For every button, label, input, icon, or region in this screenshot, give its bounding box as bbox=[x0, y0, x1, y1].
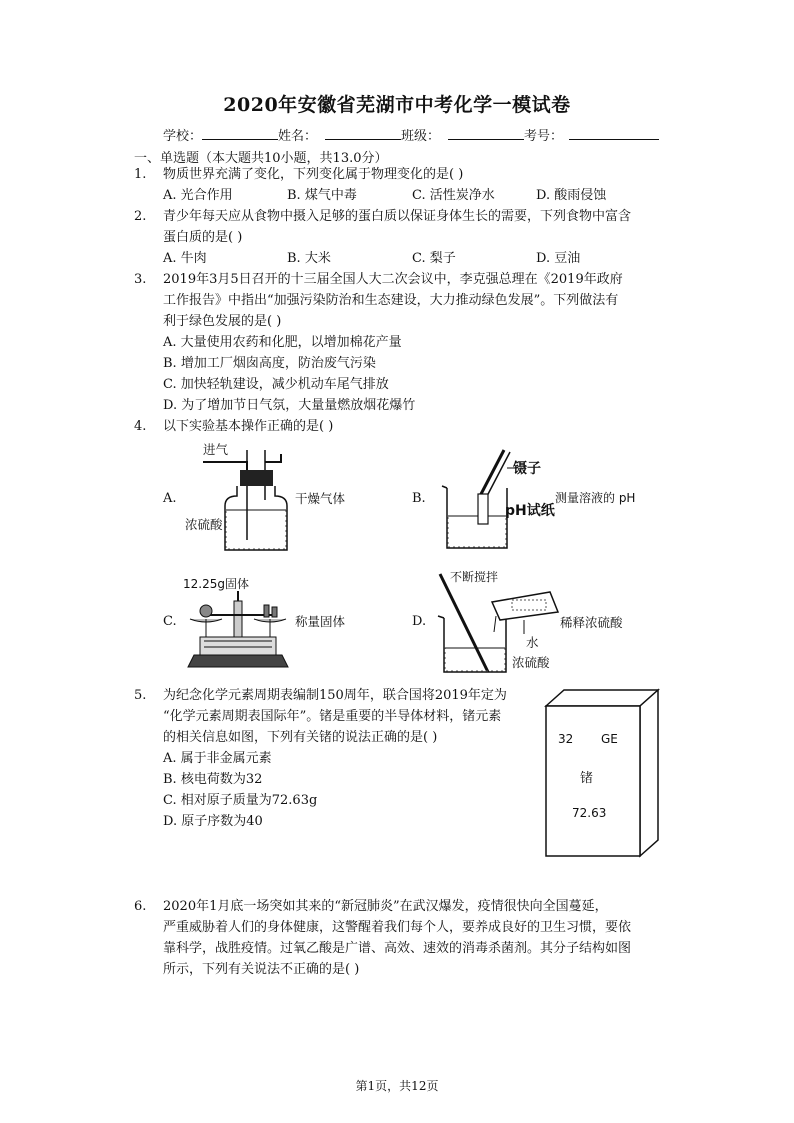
section-heading: 一、单选题（本大题共10小题，共13.0分） bbox=[134, 151, 388, 166]
q4-stem: 以下实验基本操作正确的是( ) bbox=[163, 419, 334, 434]
q4-option-a-caption: 干燥气体 bbox=[295, 491, 346, 506]
q6-stem-line-2: 严重威胁着人们的身体健康，这警醒着我们每个人，要养成良好的卫生习惯，要依 bbox=[163, 920, 632, 935]
q5-stem-line-3: 的相关信息如图，下列有关锗的说法正确的是( ) bbox=[163, 730, 438, 745]
q2-option-d[interactable]: D. 豆油 bbox=[536, 251, 581, 266]
q3-stem-line-3: 利于绿色发展的是( ) bbox=[163, 314, 282, 329]
page-footer: 第1页，共12页 bbox=[355, 1079, 439, 1093]
germanium-element-card bbox=[544, 688, 662, 860]
balance-scale-diagram bbox=[182, 585, 294, 673]
q5-option-b[interactable]: B. 核电荷数为32 bbox=[163, 772, 263, 787]
number-blank bbox=[569, 127, 659, 140]
page-title: 2020年安徽省芜湖市中考化学一模试卷 bbox=[223, 94, 571, 116]
school-blank bbox=[202, 127, 278, 140]
q1-option-d[interactable]: D. 酸雨侵蚀 bbox=[536, 188, 607, 203]
q1-option-c[interactable]: C. 活性炭净水 bbox=[412, 188, 495, 203]
conc-sulfuric-acid-label-d: 浓硫酸 bbox=[512, 655, 550, 670]
q4-option-d-letter[interactable]: D. bbox=[412, 614, 427, 629]
element-atomic-number: 32 bbox=[558, 732, 574, 746]
class-blank bbox=[448, 127, 524, 140]
q5-option-c[interactable]: C. 相对原子质量为72.63g bbox=[163, 793, 318, 808]
q3-option-c[interactable]: C. 加快轻轨建设，减少机动车尾气排放 bbox=[163, 377, 389, 392]
q6-stem-line-1: 2020年1月底一场突如其来的“新冠肺炎”在武汉爆发，疫情很快向全国蔓延， bbox=[163, 899, 608, 914]
q1-stem: 物质世界充满了变化，下列变化属于物理变化的是( ) bbox=[163, 167, 464, 182]
q1-option-b[interactable]: B. 煤气中毒 bbox=[287, 188, 357, 203]
number-label: 考号： bbox=[524, 129, 564, 144]
q5-option-a[interactable]: A. 属于非金属元素 bbox=[163, 751, 272, 766]
q4-option-d-caption: 稀释浓硫酸 bbox=[560, 615, 623, 630]
q5-stem-line-2: “化学元素周期表国际年”。锗是重要的半导体材料，锗元素 bbox=[163, 709, 502, 724]
solid-mass-label: 12.25g固体 bbox=[183, 577, 249, 591]
q6-number: 6. bbox=[134, 899, 147, 914]
keep-stirring-label: 不断搅拌 bbox=[450, 570, 499, 584]
tweezers-label: 镊子 bbox=[513, 461, 541, 477]
q4-option-a-letter[interactable]: A. bbox=[163, 491, 177, 506]
q6-stem-line-3: 靠科学，战胜疫情。过氧乙酸是广谱、高效、速效的消毒杀菌剂。其分子结构如图 bbox=[163, 941, 632, 956]
q5-stem-line-1: 为纪念化学元素周期表编制150周年，联合国将2019年定为 bbox=[163, 688, 507, 703]
ph-paper-label: pH试纸 bbox=[505, 503, 555, 519]
name-blank bbox=[325, 127, 401, 140]
q4-number: 4. bbox=[134, 419, 147, 434]
element-name: 锗 bbox=[580, 771, 594, 786]
gas-drying-bottle-diagram bbox=[185, 440, 295, 560]
q2-option-c[interactable]: C. 梨子 bbox=[412, 251, 456, 266]
q3-number: 3. bbox=[134, 272, 147, 287]
element-symbol: GE bbox=[601, 732, 618, 746]
q4-option-c-caption: 称量固体 bbox=[295, 614, 346, 629]
q3-option-a[interactable]: A. 大量使用农药和化肥，以增加棉花产量 bbox=[163, 335, 402, 350]
q2-stem-line-2: 蛋白质的是( ) bbox=[163, 230, 243, 245]
q3-stem-line-1: 2019年3月5日召开的十三届全国人大二次会议中，李克强总理在《2019年政府 bbox=[163, 272, 623, 287]
q2-option-a[interactable]: A. 牛肉 bbox=[163, 251, 207, 266]
conc-sulfuric-acid-label-a: 浓硫酸 bbox=[185, 517, 223, 532]
q1-number: 1. bbox=[134, 167, 147, 182]
q3-option-b[interactable]: B. 增加工厂烟囱高度，防治废气污染 bbox=[163, 356, 376, 371]
q4-option-b-letter[interactable]: B. bbox=[412, 491, 426, 506]
q4-option-c-letter[interactable]: C. bbox=[163, 614, 177, 629]
q6-stem-line-4: 所示，下列有关说法不正确的是( ) bbox=[163, 962, 360, 977]
q5-number: 5. bbox=[134, 688, 147, 703]
q4-option-b-caption: 测量溶液的 pH bbox=[555, 491, 636, 505]
q2-option-b[interactable]: B. 大米 bbox=[287, 251, 331, 266]
water-label: 水 bbox=[526, 635, 539, 650]
name-label: 姓名： bbox=[278, 129, 318, 144]
student-info bbox=[163, 125, 659, 144]
school-label: 学校： bbox=[163, 129, 203, 144]
class-label: 班级： bbox=[401, 129, 441, 144]
q3-stem-line-2: 工作报告》中指出“加强污染防治和生态建设，大力推动绿色发展”。下列做法有 bbox=[163, 293, 619, 308]
gas-inlet-label: 进气 bbox=[203, 442, 229, 457]
element-atomic-mass: 72.63 bbox=[572, 806, 607, 820]
q2-stem-line-1: 青少年每天应从食物中摄入足够的蛋白质以保证身体生长的需要，下列食物中富含 bbox=[163, 209, 632, 224]
q3-option-d[interactable]: D. 为了增加节日气氛，大量量燃放烟花爆竹 bbox=[163, 398, 416, 413]
q2-number: 2. bbox=[134, 209, 147, 224]
q1-option-a[interactable]: A. 光合作用 bbox=[163, 188, 233, 203]
q5-option-d[interactable]: D. 原子序数为40 bbox=[163, 814, 263, 829]
